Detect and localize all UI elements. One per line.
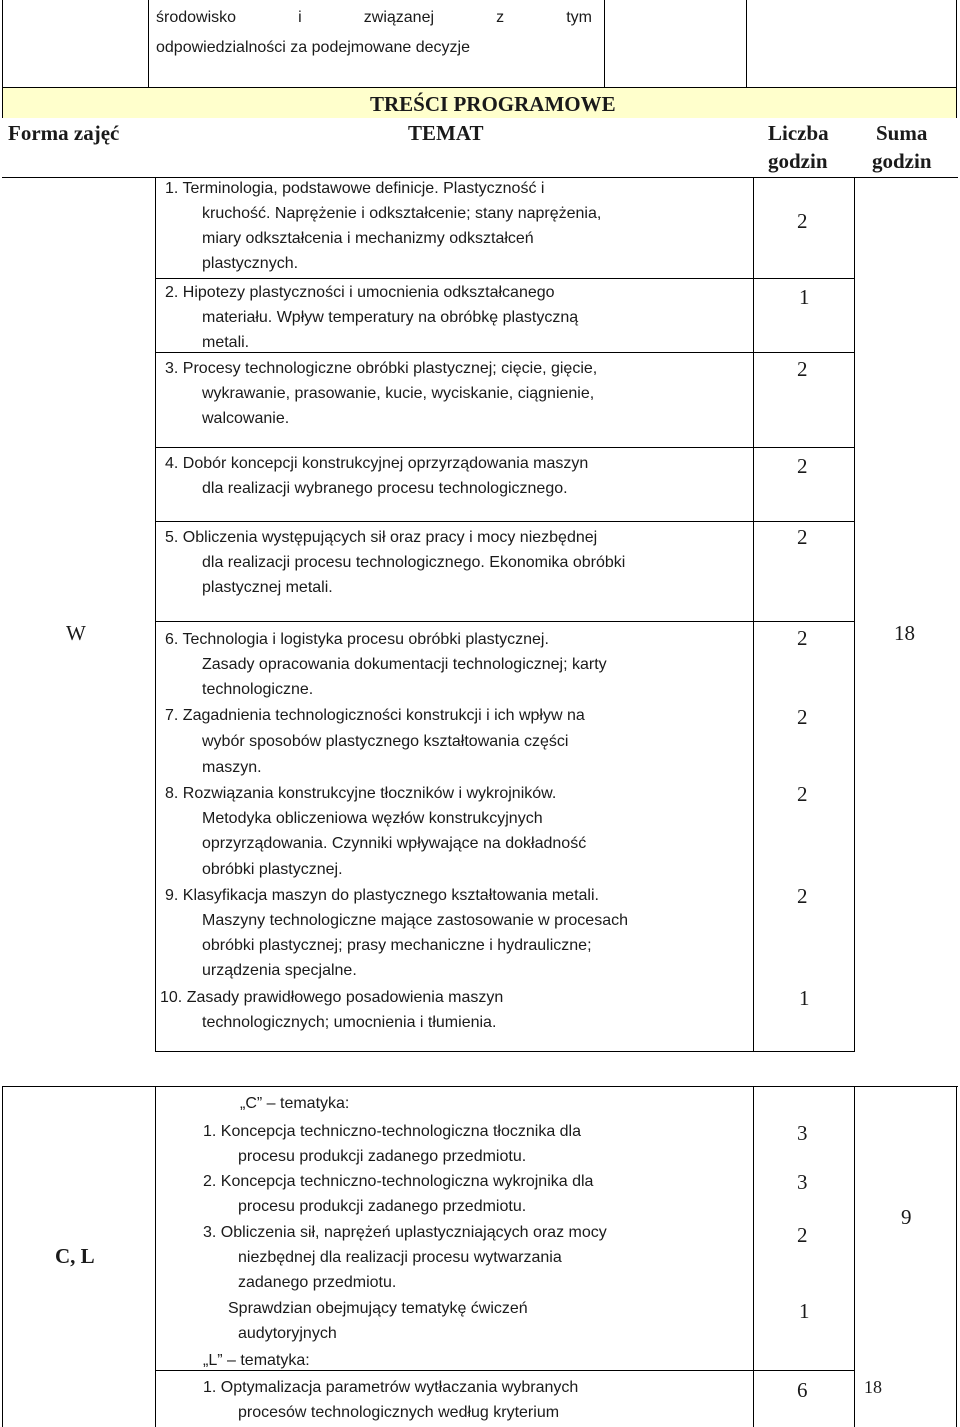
exercise-item-1-line: 1. Koncepcja techniczno-technologiczna tłocznika dla — [203, 1123, 582, 1140]
lecture-item-7-line: 7. Zagadnienia technologiczności konstrukcji i ich wpływ na — [165, 707, 585, 724]
exercise-item-4-line: Sprawdzian obejmujący tematykę ćwiczeń — [228, 1300, 528, 1317]
lab-item-1-line: 1. Optymalizacja parametrów wytłaczania wybranych — [203, 1379, 579, 1396]
top-text-line-1: środowisko i związanej z tym — [156, 9, 592, 26]
col-header-sum-1: Suma — [876, 121, 928, 145]
lecture-item-10-line: 10. Zasady prawidłowego posadowienia maszyn — [160, 989, 504, 1006]
lecture-item-7-hours: 2 — [797, 705, 808, 729]
exercise-item-3-line: 3. Obliczenia sił, naprężeń uplastyczniających oraz mocy — [203, 1224, 607, 1241]
lecture-item-6-line: Zasady opracowania dokumentacji technologicznej; karty — [202, 656, 607, 673]
lecture-item-8-line: obróbki plastycznej. — [202, 861, 343, 878]
exercise-item-4-hours: 1 — [799, 1299, 810, 1323]
lecture-item-1-hours: 2 — [797, 209, 808, 233]
top-text-line-2: odpowiedzialności za podejmowane decyzje — [156, 39, 470, 56]
exercise-item-4-line: audytoryjnych — [238, 1325, 337, 1342]
lecture-item-9-hours: 2 — [797, 884, 808, 908]
lecture-item-8-line: Metodyka obliczeniowa węzłów konstrukcyjnych — [202, 810, 543, 827]
exercise-item-3-hours: 2 — [797, 1223, 808, 1247]
lecture-item-7-line: maszyn. — [202, 759, 262, 776]
lecture-item-3-line: 3. Procesy technologiczne obróbki plastycznej; cięcie, gięcie, — [165, 360, 598, 377]
lecture-item-6-line: 6. Technologia i logistyka procesu obróbki plastycznej. — [165, 631, 549, 648]
exercise-item-1-hours: 3 — [797, 1121, 808, 1145]
lecture-item-4-line: 4. Dobór koncepcji konstrukcyjnej oprzyrządowania maszyn — [165, 455, 589, 472]
exercise-item-2-hours: 3 — [797, 1170, 808, 1194]
lab-sum: 18 — [864, 1377, 882, 1397]
col-header-topic: TEMAT — [408, 121, 484, 145]
exercise-item-1-line: procesu produkcji zadanego przedmiotu. — [238, 1148, 527, 1165]
lecture-item-8-line: 8. Rozwiązania konstrukcyjne tłoczników i wykrojników. — [165, 785, 557, 802]
lecture-item-9-line: urządzenia specjalne. — [202, 962, 357, 979]
lecture-item-1-line: miary odkształcenia i mechanizmy odkształceń — [202, 230, 534, 247]
col-header-hours-1: Liczba — [768, 121, 829, 145]
exercise-item-2-line: 2. Koncepcja techniczno-technologiczna wykrojnika dla — [203, 1173, 594, 1190]
lab-item-1-line: procesów technologicznych według kryterium — [238, 1404, 560, 1421]
exercise-item-3-line: zadanego przedmiotu. — [238, 1274, 397, 1291]
lecture-sum: 18 — [894, 621, 915, 645]
lecture-item-8-hours: 2 — [797, 782, 808, 806]
lecture-item-9-line: obróbki plastycznej; prasy mechaniczne i hydrauliczne; — [202, 937, 592, 954]
lecture-item-3-line: walcowanie. — [202, 410, 290, 427]
lecture-item-3-hours: 2 — [797, 357, 808, 381]
exercises-form-label: C, L — [55, 1244, 95, 1268]
lecture-item-7-line: wybór sposobów plastycznego kształtowania części — [202, 733, 569, 750]
lecture-item-10-hours: 1 — [799, 986, 810, 1010]
lecture-item-2-line: materiału. Wpływ temperatury na obróbkę plastyczną — [202, 309, 579, 326]
lecture-item-5-hours: 2 — [797, 525, 808, 549]
lecture-item-5-line: 5. Obliczenia występujących sił oraz pracy i mocy niezbędnej — [165, 529, 598, 546]
lecture-item-2-line: metali. — [202, 334, 250, 351]
exercises-sum: 9 — [901, 1205, 912, 1229]
lecture-item-2-line: 2. Hipotezy plastyczności i umocnienia odkształcanego — [165, 284, 555, 301]
lecture-item-4-line: dla realizacji wybranego procesu technologicznego. — [202, 480, 568, 497]
lecture-item-1-line: kruchość. Naprężenie i odkształcenie; stany naprężenia, — [202, 205, 602, 222]
l-heading: „L” – tematyka: — [203, 1352, 310, 1369]
col-header-sum-2: godzin — [872, 149, 932, 173]
col-header-form: Forma zajęć — [8, 121, 120, 145]
lecture-item-10-line: technologicznych; umocnienia i tłumienia. — [202, 1014, 497, 1031]
exercise-item-2-line: procesu produkcji zadanego przedmiotu. — [238, 1198, 527, 1215]
exercise-item-3-line: niezbędnej dla realizacji procesu wytwarzania — [238, 1249, 562, 1266]
c-heading: „C” – tematyka: — [240, 1095, 350, 1112]
banner-title: TREŚCI PROGRAMOWE — [370, 92, 616, 116]
lecture-item-6-line: technologiczne. — [202, 681, 314, 698]
col-header-hours-2: godzin — [768, 149, 828, 173]
lecture-item-1-line: 1. Terminologia, podstawowe definicje. Plastyczność i — [165, 180, 545, 197]
lecture-item-4-hours: 2 — [797, 454, 808, 478]
lecture-item-5-line: plastycznej metali. — [202, 579, 333, 596]
lecture-item-8-line: oprzyrządowania. Czynniki wpływające na dokładność — [202, 835, 587, 852]
lecture-item-1-line: plastycznych. — [202, 255, 299, 272]
lecture-item-3-line: wykrawanie, prasowanie, kucie, wyciskanie, ciągnienie, — [202, 385, 595, 402]
lecture-item-6-hours: 2 — [797, 626, 808, 650]
lecture-item-5-line: dla realizacji procesu technologicznego. Ekonomika obróbki — [202, 554, 626, 571]
lecture-item-9-line: Maszyny technologiczne mające zastosowanie w procesach — [202, 912, 628, 929]
lab-item-1-hours: 6 — [797, 1378, 808, 1402]
lecture-item-9-line: 9. Klasyfikacja maszyn do plastycznego kształtowania metali. — [165, 887, 599, 904]
lecture-item-2-hours: 1 — [799, 285, 810, 309]
lecture-form-label: W — [66, 621, 86, 645]
